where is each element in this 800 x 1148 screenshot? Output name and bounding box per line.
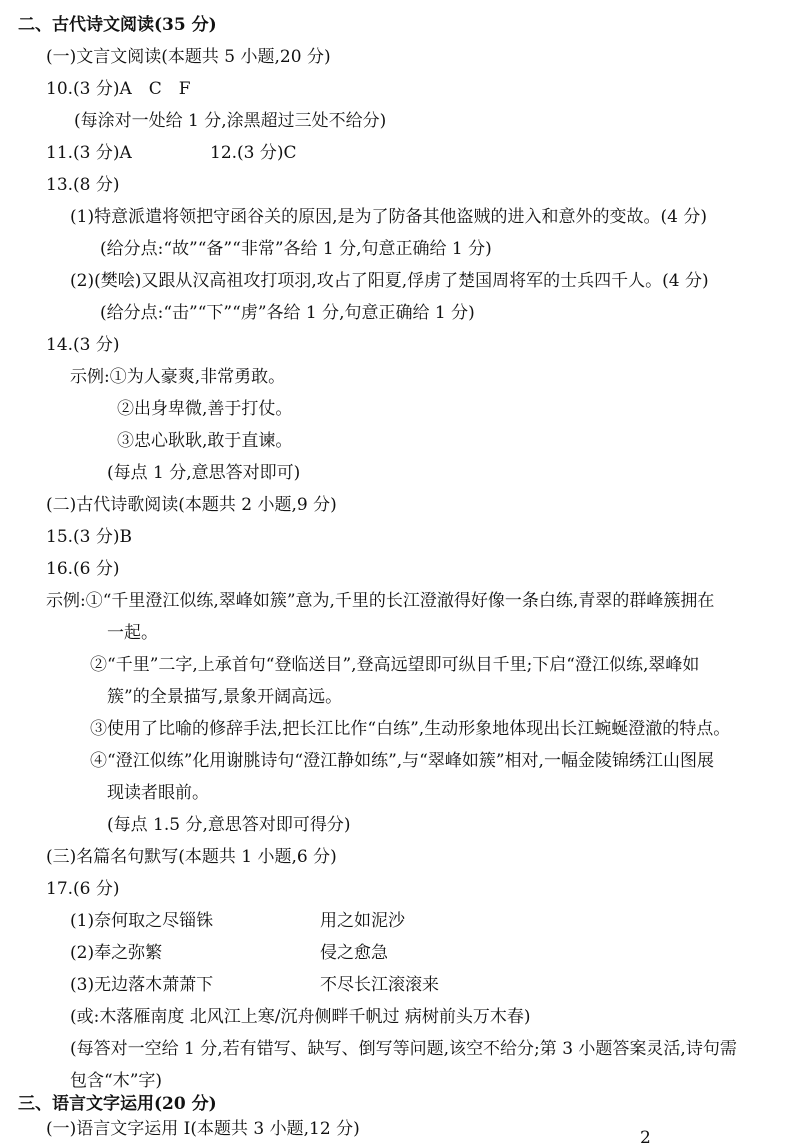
answer-q17-2-second: 侵之愈急 bbox=[320, 943, 388, 963]
answer-q14-example-2: ②出身卑微,善于打仗。 bbox=[117, 399, 293, 419]
subsection-classical-poetry: (二)古代诗歌阅读(本题共 2 小题,9 分) bbox=[46, 495, 337, 515]
subsection-famous-passages: (三)名篇名句默写(本题共 1 小题,6 分) bbox=[46, 847, 337, 867]
answer-q11-q12 bbox=[46, 142, 297, 164]
answer-q17-2-first: (2)奉之弥繁 bbox=[70, 943, 163, 963]
answer-q13-2: (2)(樊哙)又跟从汉高祖攻打项羽,攻占了阳夏,俘虏了楚国周将军的士兵四千人。(4 分) bbox=[70, 271, 709, 291]
answer-q17-alternative: (或:木落雁南度 北风江上寒/沉舟侧畔千帆过 病树前头万木春) bbox=[70, 1007, 531, 1027]
answer-q17-3-second: 不尽长江滚滚来 bbox=[320, 975, 439, 995]
answer-q17-1 bbox=[70, 910, 405, 932]
note-q10: (每涂对一处给 1 分,涂黑超过三处不给分) bbox=[74, 111, 387, 131]
answer-q17-2 bbox=[70, 942, 388, 964]
answer-q15: 15.(3 分)B bbox=[46, 527, 133, 547]
answer-q16-point-4: ④“澄江似练”化用谢朓诗句“澄江静如练”,与“翠峰如簇”相对,一幅金陵锦绣江山图展 bbox=[90, 751, 714, 771]
subsection-classical-prose: (一)文言文阅读(本题共 5 小题,20 分) bbox=[46, 47, 331, 67]
answer-q16-point-4-cont: 现读者眼前。 bbox=[107, 783, 209, 803]
note-q17-cont: 包含“木”字) bbox=[70, 1071, 163, 1091]
page-number: 2 bbox=[640, 1128, 651, 1148]
answer-q17-1-first: (1)奈何取之尽锱铢 bbox=[70, 911, 214, 931]
answer-q16-point-1-cont: 一起。 bbox=[107, 623, 158, 643]
note-q14: (每点 1 分,意思答对即可) bbox=[107, 463, 301, 483]
answer-q14-header: 14.(3 分) bbox=[46, 335, 120, 355]
answer-q16-header: 16.(6 分) bbox=[46, 559, 120, 579]
answer-q17-3 bbox=[70, 974, 439, 996]
answer-q12: 12.(3 分)C bbox=[210, 143, 297, 163]
answer-q16-point-2: ②“千里”二字,上承首句“登临送目”,登高远望即可纵目千里;下启“澄江似练,翠峰如 bbox=[90, 655, 700, 675]
note-q16: (每点 1.5 分,意思答对即可得分) bbox=[107, 815, 351, 835]
answer-q17-1-second: 用之如泥沙 bbox=[320, 911, 405, 931]
subsection-language-use-1: (一)语言文字运用 Ⅰ(本题共 3 小题,12 分) bbox=[46, 1119, 360, 1139]
section-title-classical-reading: 二、古代诗文阅读(35 分) bbox=[18, 15, 217, 35]
answer-q16-point-3: ③使用了比喻的修辞手法,把长江比作“白练”,生动形象地体现出长江蜿蜒澄澈的特点。 bbox=[90, 719, 731, 739]
answer-q16-point-2-cont: 簇”的全景描写,景象开阔高远。 bbox=[107, 687, 343, 707]
answer-q10: 10.(3 分)A C F bbox=[46, 79, 191, 99]
answer-q16-point-1: 示例:①“千里澄江似练,翠峰如簇”意为,千里的长江澄澈得好像一条白练,青翠的群峰簇拥在 bbox=[46, 591, 715, 611]
answer-q14-example-1: 示例:①为人豪爽,非常勇敢。 bbox=[70, 367, 286, 387]
section-title-language-use: 三、语言文字运用(20 分) bbox=[18, 1094, 217, 1114]
note-q17: (每答对一空给 1 分,若有错写、缺写、倒写等问题,该空不给分;第 3 小题答案灵活,诗句需 bbox=[70, 1039, 737, 1059]
note-q13-2: (给分点:“击”“下”“虏”各给 1 分,句意正确给 1 分) bbox=[100, 303, 475, 323]
answer-q17-3-first: (3)无边落木萧萧下 bbox=[70, 975, 214, 995]
note-q13-1: (给分点:“故”“备”“非常”各给 1 分,句意正确给 1 分) bbox=[100, 239, 492, 259]
answer-q17-header: 17.(6 分) bbox=[46, 879, 120, 899]
answer-q13-header: 13.(8 分) bbox=[46, 175, 120, 195]
answer-q14-example-3: ③忠心耿耿,敢于直谏。 bbox=[117, 431, 293, 451]
answer-q13-1: (1)特意派遣将领把守函谷关的原因,是为了防备其他盗贼的进入和意外的变故。(4 分) bbox=[70, 207, 707, 227]
answer-q11: 11.(3 分)A bbox=[46, 143, 132, 163]
